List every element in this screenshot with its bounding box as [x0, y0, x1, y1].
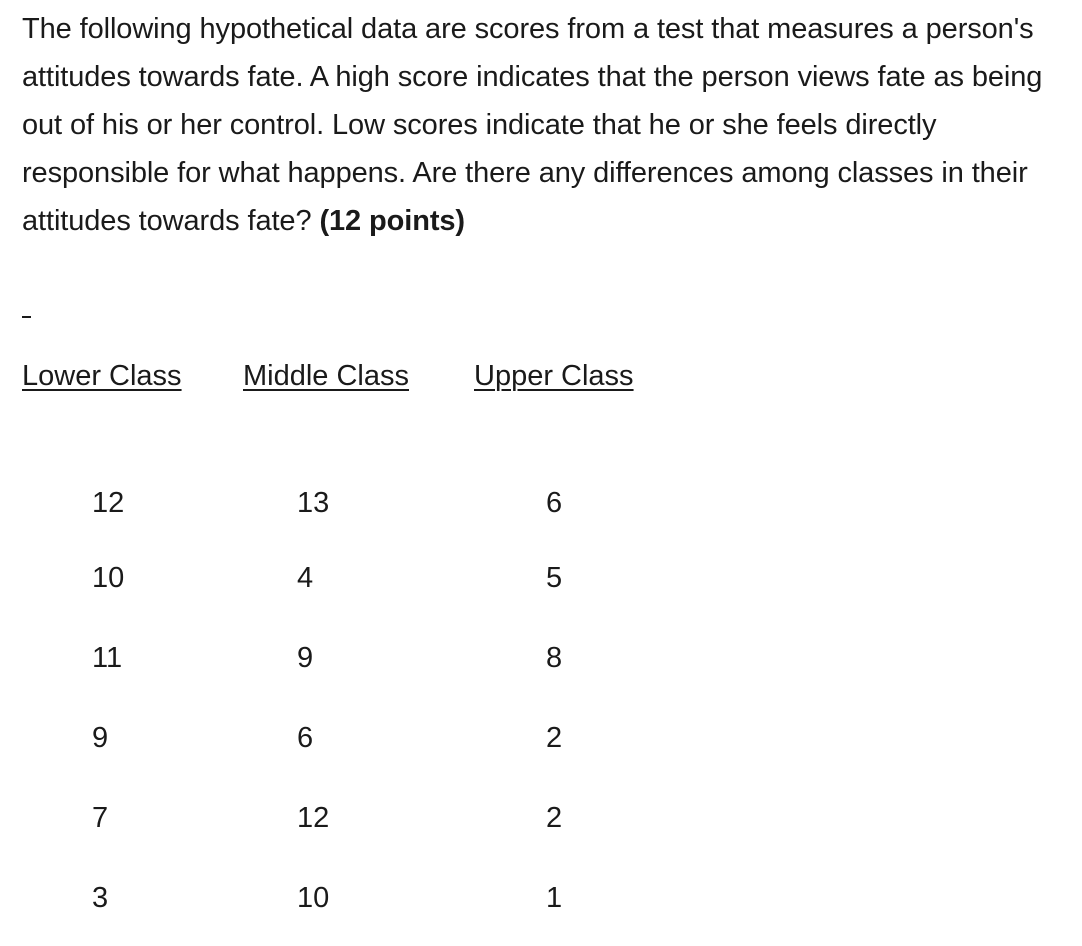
middle-class-score: 10 [297, 881, 330, 914]
lower-class-score: 12 [92, 487, 125, 519]
table-row [22, 404, 654, 538]
table-row [22, 698, 654, 778]
question-body: The following hypothetical data are scores from a test that measures a person's attitudes towards fate. A high score indicates that the person views fate as being out of his or her control. Low scores indicate that he or she feels directly responsible for what happens. Are there any differences among classes in their attitudes towards fate? [22, 13, 1043, 237]
upper-class-score: 1 [546, 881, 563, 914]
divider-dash [22, 316, 31, 318]
middle-class-score: 13 [297, 487, 330, 519]
middle-class-score: 4 [297, 561, 314, 594]
table-row [22, 778, 654, 858]
question-text [22, 5, 1067, 245]
upper-class-score: 6 [546, 487, 563, 519]
upper-class-score: 5 [546, 561, 563, 594]
table-header-row [22, 360, 654, 404]
table-row [22, 858, 654, 938]
header-lower-class: Lower Class [22, 360, 182, 392]
header-upper-class: Upper Class [474, 360, 634, 392]
upper-class-score: 2 [546, 721, 563, 754]
middle-class-score: 6 [297, 721, 314, 754]
lower-class-score: 10 [92, 561, 125, 594]
table-row [22, 618, 654, 698]
scores-table [22, 360, 654, 938]
table-row [22, 538, 654, 618]
header-middle-class: Middle Class [243, 360, 409, 392]
lower-class-score: 3 [92, 881, 109, 914]
middle-class-score: 12 [297, 801, 330, 834]
middle-class-score: 9 [297, 641, 314, 674]
lower-class-score: 7 [92, 801, 109, 834]
lower-class-score: 11 [92, 641, 123, 674]
lower-class-score: 9 [92, 721, 109, 754]
upper-class-score: 2 [546, 801, 563, 834]
upper-class-score: 8 [546, 641, 563, 674]
points-label: (12 points) [319, 205, 465, 237]
